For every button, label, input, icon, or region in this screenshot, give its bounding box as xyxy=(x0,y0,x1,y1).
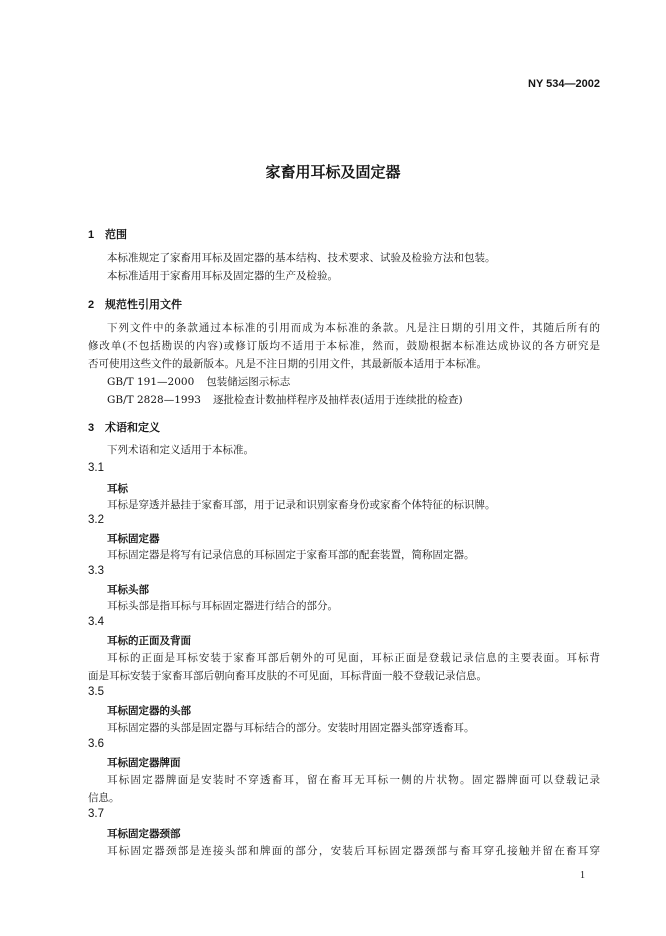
reference-item xyxy=(107,392,463,409)
reference-title: 逐批检查计数抽样程序及抽样表(适用于连续批的检查) xyxy=(212,394,463,406)
term-definition: 耳标固定器是将写有记录信息的耳标固定于家畜耳部的配套装置，简称固定器。 xyxy=(107,549,475,561)
section-3-heading xyxy=(88,419,160,435)
page-number: 1 xyxy=(580,870,585,881)
section-title: 范围 xyxy=(105,228,127,241)
paragraph-line: 本标准规定了家畜用耳标及固定器的基本结构、技术要求、试验及检验方法和包装。 xyxy=(107,252,496,264)
section-2-heading xyxy=(88,296,182,312)
paragraph-line: 下列术语和定义适用于本标准。 xyxy=(107,444,254,456)
term-number: 3.5 xyxy=(88,686,104,698)
section-number: 3 xyxy=(88,422,95,434)
term-heading: 耳标固定器牌面 xyxy=(107,757,181,769)
paragraph-line: 下列文件中的条款通过本标准的引用而成为本标准的条款。凡是注日期的引用文件，其随后所有的 xyxy=(107,322,600,334)
term-number: 3.3 xyxy=(88,565,104,577)
term-heading: 耳标的正面及背面 xyxy=(107,635,191,647)
section-title: 规范性引用文件 xyxy=(105,298,182,311)
reference-code: GB/T 2828—1993 xyxy=(107,394,201,406)
paragraph-line: 否可使用这些文件的最新版本。凡是不注日期的引用文件，其最新版本适用于本标准。 xyxy=(88,358,487,370)
section-1-heading xyxy=(88,226,127,242)
reference-code: GB/T 191—2000 xyxy=(107,376,195,388)
term-definition: 耳标是穿透并悬挂于家畜耳部，用于记录和识别家畜身份或家畜个体特征的标识牌。 xyxy=(107,499,496,511)
term-definition: 耳标头部是指耳标与耳标固定器进行结合的部分。 xyxy=(107,600,338,612)
reference-item xyxy=(107,374,290,391)
term-number: 3.4 xyxy=(88,616,104,628)
term-number: 3.7 xyxy=(88,808,104,820)
document-title: 家畜用耳标及固定器 xyxy=(265,163,401,181)
paragraph-line: 修改单(不包括勘误的内容)或修订版均不适用于本标准，然而，鼓励根据本标准达成协议的各方研究是 xyxy=(88,340,600,352)
term-number: 3.1 xyxy=(88,462,104,474)
term-definition: 面是耳标安装于家畜耳部后朝向畜耳皮肤的不可见面，耳标背面一般不登载记录信息。 xyxy=(88,670,487,682)
section-number: 2 xyxy=(88,299,95,311)
term-heading: 耳标头部 xyxy=(107,584,149,596)
term-heading: 耳标固定器颈部 xyxy=(107,828,181,840)
standard-number: NY 534—2002 xyxy=(528,78,600,90)
term-definition: 耳标固定器的头部是固定器与耳标结合的部分。安装时用固定器头部穿透畜耳。 xyxy=(107,722,475,734)
term-number: 3.2 xyxy=(88,514,104,526)
term-definition: 耳标固定器颈部是连接头部和牌面的部分，安装后耳标固定器颈部与畜耳穿孔接触并留在畜耳穿 xyxy=(107,845,600,857)
paragraph-line: 本标准适用于家畜用耳标及固定器的生产及检验。 xyxy=(107,270,338,282)
term-heading: 耳标固定器 xyxy=(107,533,160,545)
reference-title: 包装储运图示标志 xyxy=(206,376,291,388)
term-definition: 耳标固定器牌面是安装时不穿透畜耳，留在畜耳无耳标一侧的片状物。固定器牌面可以登载记录 xyxy=(107,774,600,786)
term-number: 3.6 xyxy=(88,738,104,750)
term-definition: 耳标的正面是耳标安装于家畜耳部后朝外的可见面，耳标正面是登载记录信息的主要表面。耳标背 xyxy=(107,652,600,664)
section-number: 1 xyxy=(88,229,95,241)
term-heading: 耳标 xyxy=(107,483,128,495)
section-title: 术语和定义 xyxy=(105,421,160,434)
term-definition: 信息。 xyxy=(88,792,120,804)
term-heading: 耳标固定器的头部 xyxy=(107,705,191,717)
